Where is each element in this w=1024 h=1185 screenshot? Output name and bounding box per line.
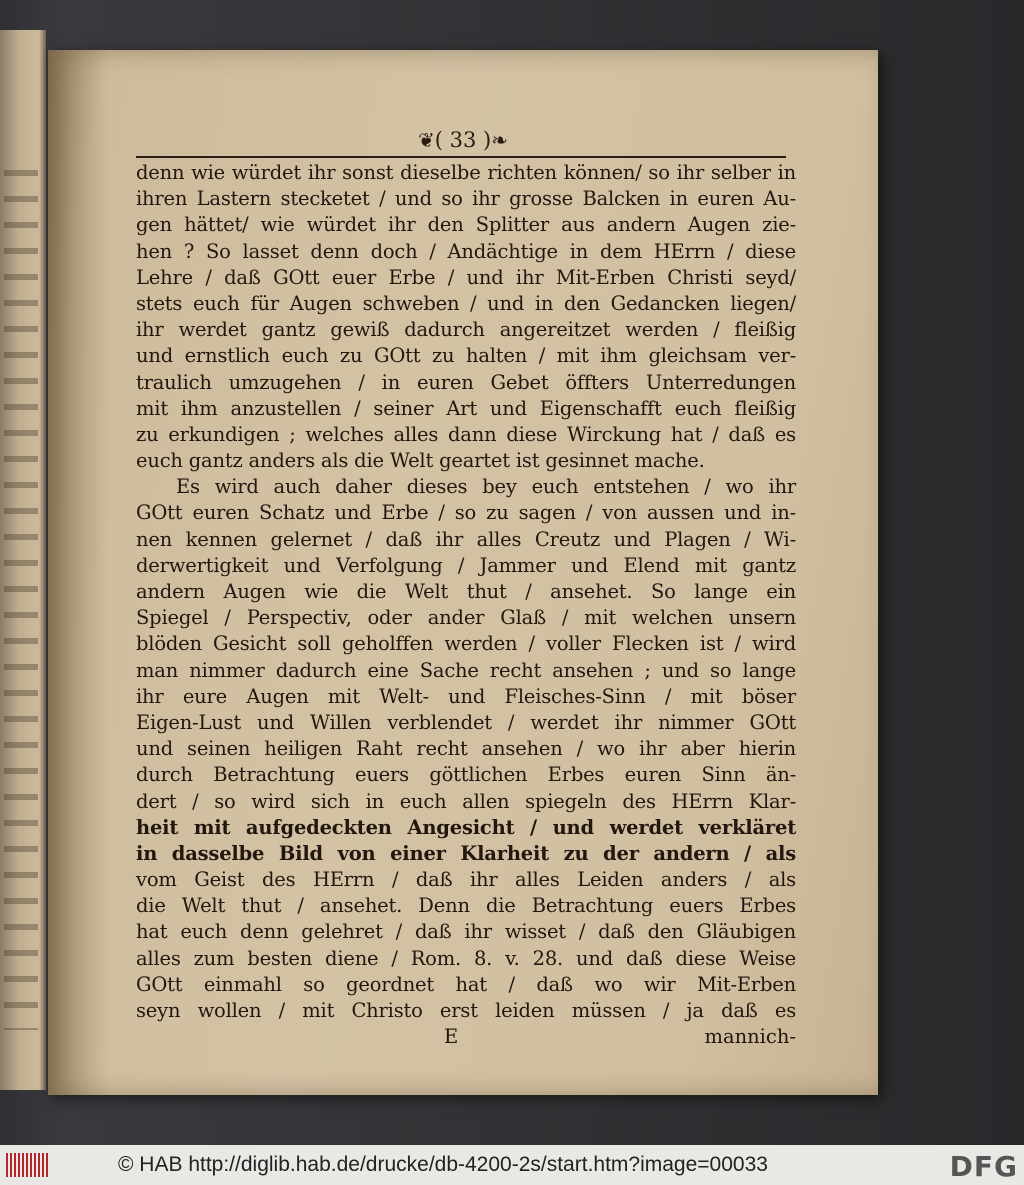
text-line: euch gantz anders als die Welt geartet ist gesinnet mache. (136, 449, 705, 473)
text-line: Lehre / daß GOtt euer Erbe / und ihr Mit-Erben Christi seyd/ (136, 265, 796, 289)
text-line: stets euch für Augen schweben / und in den Gedancken liegen/ (136, 291, 796, 315)
text-line: GOtt euren Schatz und Erbe / so zu sagen / von aussen und in- (136, 501, 796, 525)
previous-page-text-bleed (4, 170, 38, 1030)
text-line: andern Augen wie die Welt thut / ansehet. So lange ein (136, 580, 796, 603)
text-line: GOtt einmahl so geordnet hat / daß wo wir Mit-Erben (136, 972, 796, 996)
text-line: derwertigkeit und Verfolgung / Jammer und Elend mit gantz (136, 553, 796, 577)
text-line: ihr werdet gantz gewiß dadurch angereitzet werden / fleißig (136, 318, 796, 342)
text-line: denn wie würdet ihr sonst dieselbe richten können/ so ihr selber in (136, 161, 796, 184)
paragraph-start-line: Es wird auch daher dieses bey euch entstehen / wo ihr (176, 475, 796, 499)
header-rule (136, 156, 786, 158)
text-line: die Welt thut / ansehet. Denn die Betrachtung euers Erbes (136, 894, 796, 918)
text-line: gen hättet/ wie würdet ihr den Splitter aus andern Augen zie- (136, 213, 796, 237)
text-line: durch Betrachtung euers göttlichen Erbes euren Sinn än- (136, 763, 796, 787)
text-line: blöden Gesicht soll geholffen werden / voller Flecken ist / wird (136, 632, 796, 656)
text-line: hen ? So lasset denn doch / Andächtige in dem HErrn / diese (136, 239, 796, 263)
text-line: und ernstlich euch zu GOtt zu halten / mit ihm gleichsam ver- (136, 344, 796, 368)
signature-mark: E (444, 1025, 459, 1049)
text-line: ihren Lastern stecketet / und so ihr grosse Balcken in euren Au- (136, 187, 796, 211)
copyright-url[interactable]: © HAB http://diglib.hab.de/drucke/db-4200-2s/start.htm?image=00033 (118, 1153, 768, 1176)
ornament-right-icon: ❧ (491, 128, 508, 152)
dfg-logo: DFG (949, 1150, 1018, 1183)
page-gutter-shadow (48, 50, 108, 1095)
ornament-left-icon: ❦ (418, 128, 435, 152)
text-line: in dasselbe Bild von einer Klarheit zu der andern / als (136, 841, 796, 865)
text-line: und seinen heiligen Raht recht ansehen / wo ihr aber hierin (136, 737, 796, 761)
page-number: ( 33 ) (434, 128, 492, 152)
text-line: alles zum besten diene / Rom. 8. v. 28. und daß diese Weise (136, 946, 796, 970)
page-header (48, 128, 878, 152)
catchword: mannich- (704, 1025, 796, 1049)
book-page (48, 50, 878, 1095)
text-line: zu erkundigen ; welches alles dann diese Wirckung hat / daß es (136, 422, 796, 446)
text-line: man nimmer dadurch eine Sache recht ansehen ; und so lange (136, 658, 796, 682)
text-line: heit mit aufgedeckten Angesicht / und werdet verkläret (136, 815, 796, 839)
text-line: vom Geist des HErrn / daß ihr alles Leiden anders / als (136, 868, 796, 892)
text-line: hat euch denn gelehret / daß ihr wisset / daß den Gläubigen (136, 920, 796, 944)
previous-page-edge (0, 30, 46, 1090)
text-line: ihr eure Augen mit Welt- und Fleisches-Sinn / mit böser (136, 684, 796, 708)
hab-logo-icon (6, 1153, 50, 1177)
text-line: dert / so wird sich in euch allen spiegeln des HErrn Klar- (136, 789, 796, 813)
page-footer (136, 1024, 796, 1050)
text-line: traulich umzugehen / in euren Gebet öffters Unterredungen (136, 370, 796, 394)
text-line: mit ihm anzustellen / seiner Art und Eigenschafft euch fleißig (136, 396, 796, 420)
body-text (136, 160, 796, 1050)
text-line: Eigen-Lust und Willen verblendet / werdet ihr nimmer GOtt (136, 710, 796, 734)
viewer-footer-bar (0, 1145, 1024, 1185)
text-line: seyn wollen / mit Christo erst leiden müssen / ja daß es (136, 999, 796, 1022)
text-line: Spiegel / Perspectiv, oder ander Glaß / mit welchen unsern (136, 606, 796, 630)
text-line: nen kennen gelernet / daß ihr alles Creutz und Plagen / Wi- (136, 527, 796, 551)
